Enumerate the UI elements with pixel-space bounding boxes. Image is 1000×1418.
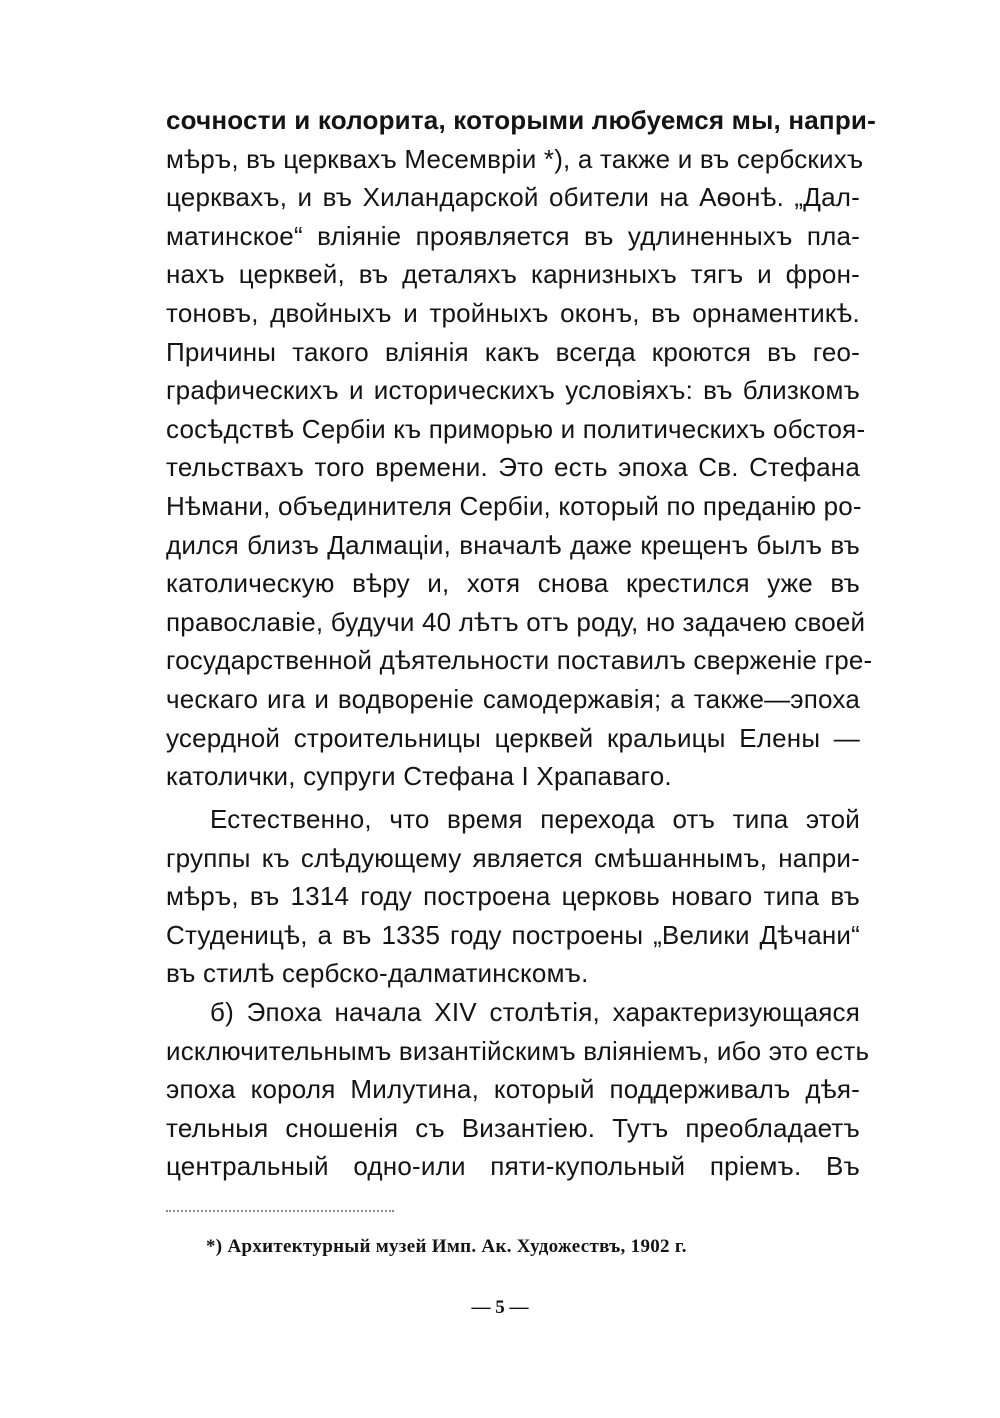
text-line: мѣръ, въ 1314 году построена церковь новаго типа въ: [166, 881, 860, 912]
text-line: сосѣдствѣ Сербіи къ приморью и политическихъ обстоя-: [166, 413, 866, 444]
text-line: группы къ слѣдующему является смѣшаннымъ, напри-: [166, 842, 860, 873]
text-line: Естественно, что время перехода отъ типа этой: [210, 804, 860, 834]
text-line: церквахъ, и въ Хиландарской обители на Аѳонѣ. „Дал-: [166, 182, 860, 213]
text-line: въ стилѣ сербско-далматинскомъ.: [166, 958, 589, 989]
paragraph-3: [166, 993, 870, 1186]
text-line: католическую вѣру и, хотя снова крестился уже въ: [166, 568, 860, 599]
footnote-divider: [166, 1210, 394, 1212]
text-line: усердной строительницы церквей кральицы Елены —: [166, 722, 860, 753]
footnote: *) Архитектурный музей Имп. Ак. Художествъ, 1902 г.: [206, 1236, 687, 1257]
text-line: дился близъ Далмаціи, вначалѣ даже крещенъ былъ въ: [166, 529, 860, 560]
text-line: б) Эпоха начала XIV столѣтія, характеризующаяся: [210, 997, 860, 1027]
text-line: католички, супруги Стефана I Храпаваго.: [166, 761, 672, 792]
paragraph-1: [166, 101, 876, 796]
text-line: исключительнымъ византійскимъ вліяніемъ, ибо это есть: [166, 1035, 870, 1066]
text-line: государственной дѣятельности поставилъ сверженіе гре-: [166, 645, 873, 676]
text-line: тоновъ, двойныхъ и тройныхъ оконъ, въ орнаментикѣ.: [166, 297, 860, 328]
text-line: тельныя сношенія съ Византіею. Тутъ преобладаетъ: [166, 1112, 860, 1143]
text-line: Причины такого вліянія какъ всегда кроются въ гео-: [166, 336, 860, 367]
text-line: центральный одно-или пяти-купольный пріемъ. Въ: [166, 1151, 860, 1182]
text-line: сочности и колорита, которыми любуемся мы, напри-: [166, 105, 876, 135]
paragraph-2: [166, 800, 860, 993]
text-line: православіе, будучи 40 лѣтъ отъ роду, но задачею своей: [166, 606, 866, 637]
text-line: Нѣмани, объединителя Сербіи, который по преданію ро-: [166, 490, 862, 521]
text-line: мѣръ, въ церквахъ Месемвріи *), а также и въ сербскихъ: [166, 143, 864, 174]
text-line: матинское“ вліяніе проявляется въ удлиненныхъ пла-: [166, 220, 860, 251]
text-line: эпоха короля Милутина, который поддерживалъ дѣя-: [166, 1074, 860, 1105]
text-line: тельствахъ того времени. Это есть эпоха Св. Стефана: [166, 452, 860, 483]
text-line: нахъ церквей, въ деталяхъ карнизныхъ тягъ и фрон-: [166, 259, 860, 290]
text-line: графическихъ и историческихъ условіяхъ: въ близкомъ: [166, 375, 860, 406]
text-line: ческаго ига и водвореніе самодержавія; а также—эпоха: [166, 683, 860, 714]
page-number: — 5 —: [471, 1297, 529, 1318]
text-line: Студеницѣ, а въ 1335 году построены „Велики Дѣчани“: [166, 919, 860, 950]
